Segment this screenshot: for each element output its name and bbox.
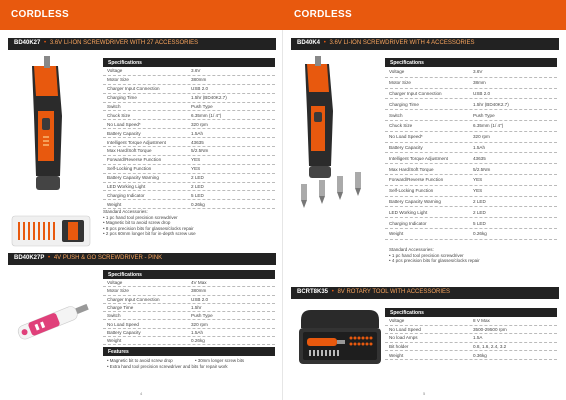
spec-row — [103, 191, 275, 200]
spec-value: 320 rpm — [191, 321, 208, 327]
spec-row — [385, 164, 557, 175]
spec-row — [103, 337, 275, 345]
pink-screwdriver-image — [8, 292, 96, 348]
spec-value: YES — [473, 188, 483, 194]
spec-label: No Load Speed* — [107, 121, 141, 127]
spec-label: Switch — [107, 104, 121, 109]
accessory-case-image — [10, 210, 92, 250]
spec-label: Charge Time — [107, 305, 134, 311]
spec-value: YES — [473, 177, 483, 183]
section-title: CORDLESS — [294, 9, 352, 20]
spec-label: LED Working Light — [107, 184, 146, 190]
spec-label: No Load Speed — [107, 321, 139, 327]
spec-value: 1.5Ah — [473, 144, 486, 150]
product-title-bar — [291, 287, 559, 299]
spec-header: Specifications — [385, 308, 557, 317]
spec-row — [103, 279, 275, 287]
spec-label: Charger Input Connection — [107, 296, 160, 302]
screwdriver-image — [291, 56, 381, 226]
spec-row — [385, 343, 557, 352]
spec-label: Self-Locking Function — [389, 188, 434, 194]
spec-value: 320 rpm — [191, 121, 208, 127]
spec-row — [385, 89, 557, 100]
separator: • — [48, 255, 51, 261]
section-header — [283, 0, 566, 30]
accessories-box — [389, 247, 559, 264]
spec-value: 1.5Ah — [191, 130, 204, 136]
product-code: BCRT8K35 — [297, 289, 329, 295]
spec-row — [103, 76, 275, 85]
spec-label: Weight — [107, 338, 122, 344]
spec-row — [385, 207, 557, 218]
screwdriver-image — [10, 56, 90, 206]
product-description: 3.6V LI-ION SCREWDRIVER WITH 27 ACCESSORIES — [49, 40, 199, 46]
separator: • — [323, 40, 326, 46]
spec-label: Charger Input Connection — [107, 86, 160, 92]
spec-value: 0.36kg — [473, 352, 487, 358]
spec-row — [385, 78, 557, 89]
accessories-title: Standard Accessories: — [389, 247, 434, 252]
feature-item: • Extra hand tool precision screwdriver and bits for repair work — [107, 364, 228, 369]
product-description: 8V ROTARY TOOL WITH ACCESSORIES — [337, 289, 451, 295]
spec-label: Battery Capacity Warning — [389, 198, 441, 204]
spec-value: 5/2.5Nm — [473, 166, 491, 172]
spec-value: 320 rpm — [473, 134, 490, 140]
spec-value: 2 LED — [191, 184, 204, 190]
spec-value: 1.5hr (BD40K2.7) — [473, 101, 509, 107]
spec-row — [385, 153, 557, 164]
spec-label: No load Amps — [389, 335, 418, 341]
spec-value: 3.6V — [191, 68, 201, 74]
accessory-item: • 2 pcs 60mm longer bit for in-depth screw use — [103, 231, 196, 236]
spec-row — [103, 174, 275, 183]
spec-header: Specifications — [385, 58, 557, 67]
spec-value: Push Type — [191, 104, 213, 109]
spec-row — [103, 147, 275, 156]
spec-row — [103, 165, 275, 174]
spec-value: 2 LED — [473, 209, 486, 215]
spec-value: 3500-29500 rpm — [473, 326, 507, 332]
spec-value: 380mm — [191, 288, 207, 294]
spec-label: Switch — [389, 112, 403, 118]
spec-value: 380mm — [191, 77, 207, 83]
spec-row — [103, 67, 275, 76]
features-list — [107, 358, 275, 370]
spec-label: Charging Time — [389, 101, 419, 107]
spec-label: Forward/Reverse Function — [389, 177, 444, 183]
spec-label: No Load Speed* — [389, 134, 423, 140]
spec-table — [385, 58, 557, 240]
spec-value: 6.35mm (1/ 4") — [473, 123, 504, 129]
spec-value: 3.6V — [473, 69, 483, 75]
spec-row — [385, 351, 557, 360]
spec-row — [385, 317, 557, 326]
spec-value: 5 LED — [191, 192, 204, 198]
right-page — [283, 0, 566, 400]
product-code: BD40K27 — [14, 40, 41, 46]
spec-value: 1.5A — [473, 335, 483, 341]
spec-label: Charging Indicator — [389, 220, 427, 226]
spec-header: Specifications — [103, 270, 275, 279]
spec-label: LED Working Light — [389, 209, 428, 215]
accessory-item: • Magnetic bit to avoid screw drop — [103, 220, 171, 225]
spec-label: Battery Capacity — [107, 329, 141, 335]
spec-row — [103, 320, 275, 328]
spec-value: 1.5Ah — [191, 329, 204, 335]
spec-label: Max Hard/Soft Torque — [389, 166, 434, 172]
spec-row — [103, 156, 275, 165]
spec-label: Charging Time — [107, 95, 137, 101]
spec-row — [103, 138, 275, 147]
accessory-item: • 1 pc hand tool precision screwdriver — [389, 252, 464, 258]
spec-value: USB 2.0 — [191, 86, 209, 92]
spec-header: Specifications — [103, 58, 275, 67]
spec-label: Self-Locking Function — [107, 166, 152, 172]
spec-value: 2 LED — [191, 175, 204, 181]
spec-value: 8 V Max — [473, 318, 490, 324]
product-title-bar — [8, 38, 276, 50]
spec-row — [385, 326, 557, 335]
features-header: Features — [103, 347, 275, 356]
spec-row — [103, 312, 275, 320]
spec-label: Weight — [389, 352, 404, 358]
product-code: BD40K4 — [297, 40, 321, 46]
spec-label: Voltage — [389, 69, 405, 75]
section-header — [0, 0, 283, 30]
spec-label: Voltage — [107, 68, 123, 74]
spec-row — [385, 110, 557, 121]
spec-row — [385, 218, 557, 229]
spec-label: Chuck Size — [107, 112, 131, 118]
spec-value: 0.26kg — [191, 338, 205, 344]
spec-value: 6.35mm (1/ 4") — [191, 112, 222, 118]
accessories-title: Standard Accessories: — [103, 209, 148, 214]
spec-value: 0.26kg — [473, 231, 487, 237]
spec-label: Motor Size — [107, 288, 129, 294]
spec-label: Bit holder — [389, 344, 409, 350]
spec-row — [385, 132, 557, 143]
feature-item: • 30mm longer screw bits — [195, 358, 245, 363]
feature-item: • Magnetic bit to avoid screw drop — [107, 358, 173, 363]
spec-row — [385, 334, 557, 343]
spec-label: Voltage — [389, 318, 405, 324]
spec-value: YES — [191, 157, 201, 163]
spec-label: No Load Speed — [389, 326, 421, 332]
spec-row — [385, 229, 557, 240]
spec-label: Forward/Reverse Function — [107, 157, 162, 163]
spec-row — [103, 85, 275, 94]
spec-row — [103, 329, 275, 337]
spec-value: 1.5hr (BD40K2.7) — [191, 95, 227, 101]
spec-row — [103, 287, 275, 295]
spec-value: 5/2.5Nm — [191, 148, 209, 154]
section-title: CORDLESS — [11, 9, 69, 20]
product-description: 4V PUSH & GO SCREWDRIVER - PINK — [53, 255, 163, 261]
rotary-tool-kit-image — [295, 304, 385, 370]
spec-label: Weight — [107, 201, 122, 207]
spec-label: Intelligent Torque Adjustment — [107, 139, 166, 145]
spec-value: 43635 — [191, 139, 204, 145]
spec-label: Charging Indicator — [107, 192, 145, 198]
spec-value: 0.26kg — [191, 201, 205, 207]
separator: • — [44, 40, 47, 46]
spec-table — [385, 308, 557, 360]
separator: • — [331, 289, 334, 295]
spec-label: Battery Capacity Warning — [107, 175, 159, 181]
product-title-bar — [291, 38, 559, 50]
spec-value: 5 LED — [473, 220, 486, 226]
accessory-item: • 4 pcs precision bits for glasses/clocks repair — [389, 258, 480, 263]
product-description: 3.6V LI-ION SCREWDRIVER WITH 4 ACCESSORIES — [329, 40, 475, 46]
product-title-bar — [8, 253, 276, 265]
spec-label: Chuck Size — [389, 123, 413, 129]
spec-row — [385, 197, 557, 208]
spec-row — [385, 121, 557, 132]
spec-row — [385, 99, 557, 110]
spec-row — [103, 183, 275, 192]
spec-row — [385, 143, 557, 154]
spec-label: Max Hard/Soft Torque — [107, 148, 152, 154]
spec-table — [103, 270, 275, 345]
spec-value: YES — [191, 166, 201, 172]
page-number: 5 — [423, 391, 426, 396]
spec-value: 2 LED — [473, 198, 486, 204]
spec-row — [385, 186, 557, 197]
spec-label: Switch — [107, 313, 121, 319]
spec-row — [103, 111, 275, 120]
spec-label: Intelligent Torque Adjustment — [389, 155, 448, 161]
accessory-item: • 8 pcs precision bits for glasses/clocks repair — [103, 225, 194, 231]
spec-value: Push Type — [191, 313, 213, 319]
spec-value: 4V Max — [191, 280, 207, 286]
spec-value: 38mm — [473, 80, 486, 86]
spec-row — [103, 94, 275, 103]
spec-value: Push Type — [473, 112, 495, 118]
page-number: 4 — [140, 391, 143, 396]
spec-value: USB 2.0 — [191, 296, 209, 302]
spec-value: USB 2.0 — [473, 90, 491, 96]
accessories-box — [103, 209, 275, 237]
spec-row — [385, 175, 557, 186]
spec-row — [103, 120, 275, 129]
spec-row — [103, 103, 275, 112]
spec-table — [103, 58, 275, 209]
product-code: BD40K27P — [14, 255, 45, 261]
spec-value: 0.8, 1.6, 2.4, 3.2 — [473, 344, 507, 350]
spec-label: Charger Input Connection — [389, 90, 442, 96]
accessory-item: • 1 pc hand tool precision screwdriver — [103, 214, 178, 220]
spec-row — [103, 129, 275, 138]
spec-label: Weight — [389, 231, 404, 237]
spec-label: Battery Capacity — [107, 130, 141, 136]
spec-value: 1.5hr — [191, 305, 202, 311]
spec-label: Battery Capacity — [389, 144, 423, 150]
spec-label: Voltage — [107, 280, 123, 286]
spec-row — [103, 304, 275, 312]
spec-label: Motor Size — [389, 80, 411, 86]
spec-row — [103, 296, 275, 304]
spec-label: Motor Size — [107, 77, 129, 83]
spec-value: 43635 — [473, 155, 486, 161]
spec-row — [385, 67, 557, 78]
spec-row — [103, 200, 275, 209]
